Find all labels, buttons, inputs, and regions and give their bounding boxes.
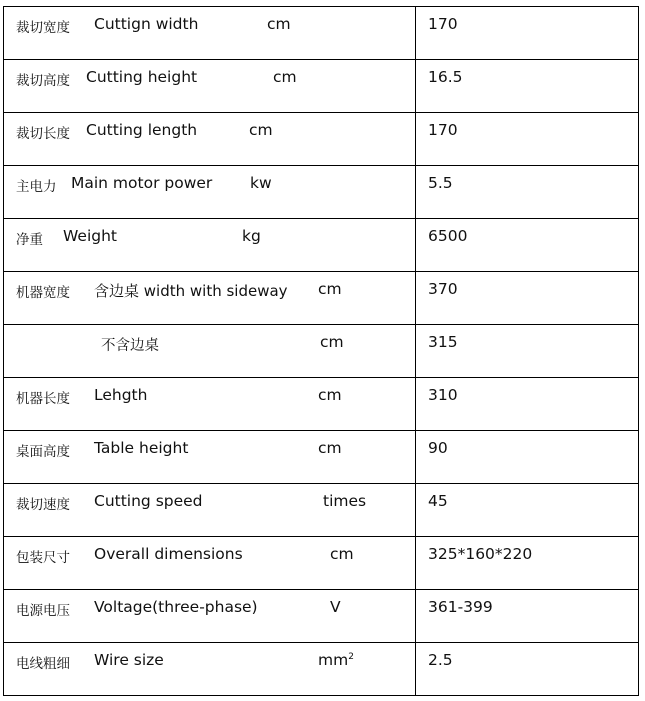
unit-text: cm xyxy=(273,68,297,86)
label-english: 不含边桌 xyxy=(101,338,159,354)
table-row xyxy=(4,7,639,60)
label-cell xyxy=(4,7,416,60)
value-cell xyxy=(416,590,639,643)
label-chinese: 主电力 xyxy=(16,179,57,195)
label-chinese: 电源电压 xyxy=(16,603,70,619)
table-row xyxy=(4,590,639,643)
table-row xyxy=(4,219,639,272)
label-english: Table height xyxy=(94,439,189,457)
label-cell xyxy=(4,325,416,378)
unit-text: cm xyxy=(267,15,291,33)
label-english: Cutting length xyxy=(86,121,198,139)
label-chinese: 电线粗细 xyxy=(16,656,70,672)
label-cell xyxy=(4,590,416,643)
unit-text: V xyxy=(330,598,341,616)
spec-table xyxy=(3,6,639,696)
label-cell xyxy=(4,219,416,272)
unit-text: cm xyxy=(318,439,342,457)
unit-text: cm xyxy=(318,386,342,404)
table-row xyxy=(4,272,639,325)
label-english: 含边桌 width with sideway xyxy=(94,282,288,300)
value-cell xyxy=(416,484,639,537)
value-text: 310 xyxy=(428,386,458,404)
label-english: Cutting speed xyxy=(94,492,203,510)
table-row xyxy=(4,325,639,378)
value-cell xyxy=(416,325,639,378)
value-text: 170 xyxy=(428,15,458,33)
table-row xyxy=(4,537,639,590)
table-row xyxy=(4,113,639,166)
label-english: Wire size xyxy=(94,651,164,669)
label-chinese: 机器长度 xyxy=(16,391,70,407)
label-english: Overall dimensions xyxy=(94,545,243,563)
unit-text: cm xyxy=(320,333,344,351)
label-cell xyxy=(4,272,416,325)
unit-superscript: 2 xyxy=(348,652,354,662)
table-row xyxy=(4,60,639,113)
value-text: 170 xyxy=(428,121,458,139)
unit-text: times xyxy=(323,492,367,510)
unit-text xyxy=(318,651,354,669)
value-cell xyxy=(416,272,639,325)
label-cell xyxy=(4,378,416,431)
label-chinese: 净重 xyxy=(16,232,43,248)
table-row xyxy=(4,378,639,431)
unit-text: cm xyxy=(318,280,342,298)
unit-text: cm xyxy=(330,545,354,563)
value-text: 5.5 xyxy=(428,174,453,192)
label-english: Voltage(three-phase) xyxy=(94,598,258,616)
label-chinese: 裁切速度 xyxy=(16,497,70,513)
label-english: Main motor power xyxy=(71,174,213,192)
label-cell xyxy=(4,166,416,219)
unit-text: kw xyxy=(250,174,272,192)
value-cell xyxy=(416,60,639,113)
value-text: 325*160*220 xyxy=(428,545,533,563)
label-chinese: 裁切高度 xyxy=(16,73,70,89)
label-cell xyxy=(4,643,416,696)
value-cell xyxy=(416,537,639,590)
label-chinese: 桌面高度 xyxy=(16,444,70,460)
table-row xyxy=(4,431,639,484)
table-row xyxy=(4,166,639,219)
table-row xyxy=(4,643,639,696)
label-cell xyxy=(4,60,416,113)
label-cell xyxy=(4,484,416,537)
label-cell xyxy=(4,537,416,590)
value-cell xyxy=(416,166,639,219)
value-cell xyxy=(416,431,639,484)
value-cell xyxy=(416,113,639,166)
value-text: 45 xyxy=(428,492,448,510)
value-text: 370 xyxy=(428,280,458,298)
value-text: 361-399 xyxy=(428,598,493,616)
value-text: 16.5 xyxy=(428,68,463,86)
value-text: 6500 xyxy=(428,227,468,245)
value-text: 90 xyxy=(428,439,448,457)
value-cell xyxy=(416,643,639,696)
unit-base: mm xyxy=(318,651,349,669)
value-cell xyxy=(416,378,639,431)
label-chinese: 包装尺寸 xyxy=(16,550,70,566)
label-english: Lehgth xyxy=(94,386,148,404)
value-cell xyxy=(416,7,639,60)
label-chinese: 裁切宽度 xyxy=(16,20,70,36)
label-cell xyxy=(4,113,416,166)
label-english: Cutting height xyxy=(86,68,198,86)
unit-text: cm xyxy=(249,121,273,139)
label-cell xyxy=(4,431,416,484)
label-english: Cuttign width xyxy=(94,15,199,33)
value-text: 315 xyxy=(428,333,458,351)
value-cell xyxy=(416,219,639,272)
label-chinese: 机器宽度 xyxy=(16,285,70,301)
table-row xyxy=(4,484,639,537)
label-english: Weight xyxy=(63,227,118,245)
label-chinese: 裁切长度 xyxy=(16,126,70,142)
value-text: 2.5 xyxy=(428,651,453,669)
unit-text: kg xyxy=(242,227,261,245)
